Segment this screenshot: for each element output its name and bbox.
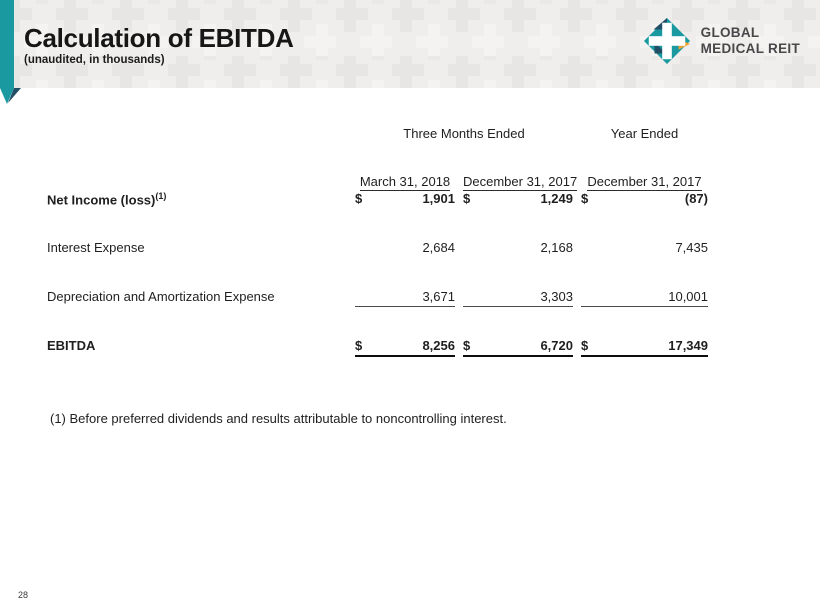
value-cell: $ 6,720 bbox=[463, 338, 573, 357]
value-cell: $ (87) bbox=[581, 191, 708, 206]
dollar-sign: $ bbox=[355, 191, 363, 206]
group-header-three-months: Three Months Ended bbox=[403, 126, 525, 141]
company-name-line1: GLOBAL bbox=[700, 25, 760, 40]
table-row-interest-expense bbox=[47, 240, 708, 289]
group-header-year-ended: Year Ended bbox=[610, 126, 679, 141]
row-label: EBITDA bbox=[47, 338, 96, 353]
page-title: Calculation of EBITDA bbox=[24, 23, 294, 53]
table-group-header-row bbox=[47, 126, 708, 141]
column-header: March 31, 2018 bbox=[359, 174, 451, 189]
dollar-sign: $ bbox=[581, 191, 589, 206]
title-block bbox=[24, 23, 294, 67]
table-row-depreciation-amortization bbox=[47, 289, 708, 338]
table-row-net-income bbox=[47, 191, 708, 240]
value-cell: $ 8,256 bbox=[355, 338, 455, 357]
value-cell: 2,684 bbox=[422, 240, 455, 255]
slide-header bbox=[0, 0, 820, 88]
value-cell: 2,168 bbox=[540, 240, 573, 255]
table-date-header-row bbox=[47, 174, 708, 191]
company-name bbox=[701, 25, 800, 57]
value-cell: 7,435 bbox=[675, 240, 708, 255]
company-logo bbox=[643, 17, 800, 65]
company-name-line2: MEDICAL REIT bbox=[700, 41, 800, 56]
footnote: (1) Before preferred dividends and results attributable to noncontrolling interest. bbox=[50, 411, 507, 426]
page-subtitle: (unaudited, in thousands) bbox=[24, 54, 165, 66]
column-header: December 31, 2017 bbox=[587, 174, 702, 189]
row-label: Depreciation and Amortization Expense bbox=[47, 289, 275, 304]
table-row-ebitda bbox=[47, 338, 708, 387]
value-cell: 10,001 bbox=[581, 289, 708, 307]
value-cell: 3,303 bbox=[463, 289, 573, 307]
column-header: December 31, 2017 bbox=[463, 174, 578, 189]
page-number: 28 bbox=[18, 590, 29, 600]
value-cell: $ 17,349 bbox=[581, 338, 708, 357]
dollar-sign: $ bbox=[463, 338, 471, 353]
global-medical-reit-logo-icon bbox=[643, 17, 691, 65]
ebitda-table bbox=[47, 126, 708, 426]
value-cell: $ 1,249 bbox=[463, 191, 573, 206]
value-cell: $ 1,901 bbox=[355, 191, 455, 206]
row-label: Net Income (loss)$^{(1)}$ bbox=[47, 191, 167, 208]
dollar-sign: $ bbox=[463, 191, 471, 206]
row-label: Interest Expense bbox=[47, 240, 145, 255]
dollar-sign: $ bbox=[581, 338, 589, 353]
value-cell: 3,671 bbox=[355, 289, 455, 307]
dollar-sign: $ bbox=[355, 338, 363, 353]
header-accent-ribbon bbox=[0, 0, 24, 112]
